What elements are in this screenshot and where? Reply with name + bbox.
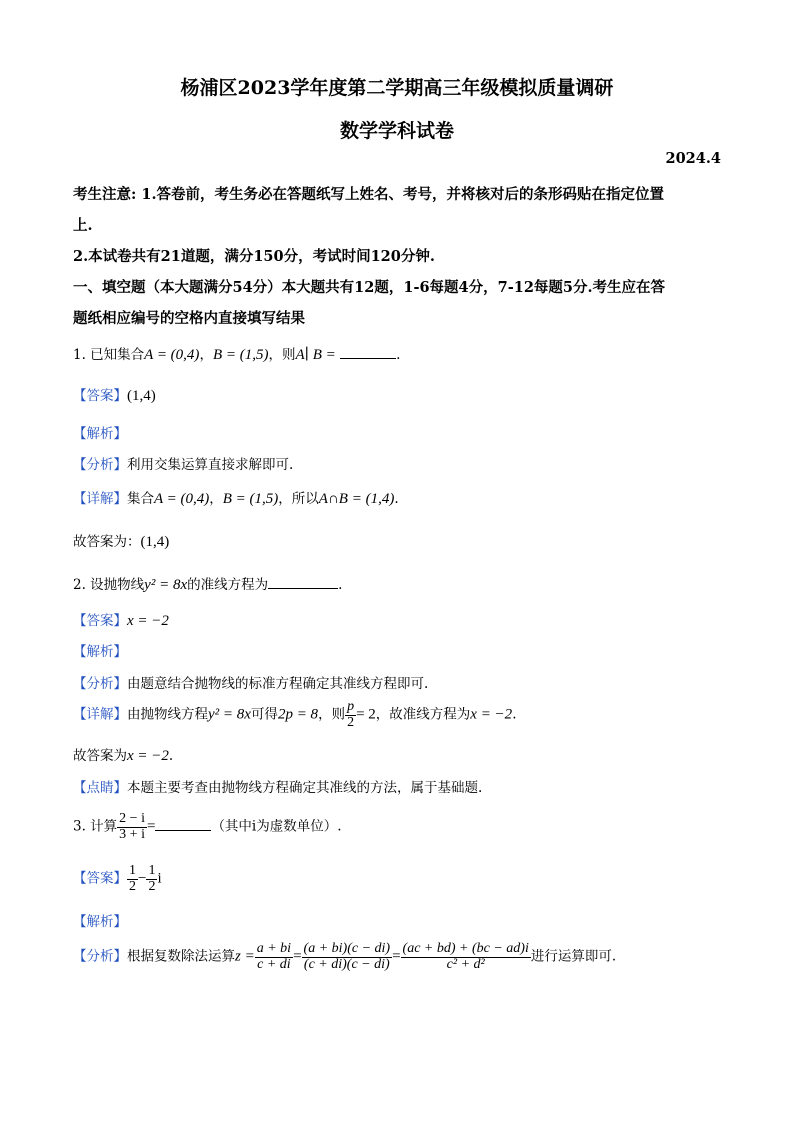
q2-end: . [338,577,343,593]
answer-label: 【答案】 [73,388,127,404]
q2-fraction [345,700,356,730]
q1-detail-result: A∩B = (1,4) [318,491,395,507]
q2-equation: y² = 8x [144,577,188,593]
q3-z-eq: z = [235,948,255,965]
q3-ans-i: i [157,870,162,887]
question-1 [73,343,400,364]
q3-suffix: （其中i为虚数单位）. [211,818,342,835]
question-2 [73,573,342,594]
q3-frac-den: 3 + i [119,826,145,842]
q1-analysis [73,453,293,473]
q3-frac-num: 2 − i [119,811,145,826]
q3-ans-frac-b [146,864,157,894]
q2-analysis-text: 由题意结合抛物线的标准方程确定其准线方程即可. [127,676,429,692]
page-subtitle: 数学学科试卷 [339,120,454,142]
q1-comma: ， [199,347,213,363]
q2-solution-label [73,640,127,660]
q1-answer-value: (1,4) [127,388,156,404]
section-header-line-2: 题纸相应编号的空格内直接填写结果 [73,310,305,327]
exam-date: 2024.4 [665,150,721,167]
q2-answer [73,609,169,630]
q2-detail-then: ，则 [318,706,346,723]
notice-line-1-cont: 上. [73,217,93,234]
q2-answer-value: x = −2 [127,613,169,629]
q2-final-end: . [168,748,174,764]
q1-prefix: 1. 已知集合 [73,347,145,363]
q1-detail-a: A = (0,4) [154,491,210,507]
q3-prefix: 3. 计算 [73,818,118,835]
q2-prefix: 2. 设抛物线 [73,577,145,593]
q3-ans-frac-a [127,864,138,894]
q2-comment [73,776,482,796]
q2-frac-num: p [347,699,355,714]
q3-ans-a-den: 2 [129,878,136,894]
q3-f3-den: c² + d² [446,956,485,972]
q2-detail-get: 可得 [250,706,278,723]
q2-final-value: x = −2 [127,748,169,764]
q2-answer-blank[interactable] [268,576,338,589]
q2-frac-den: 2 [347,714,355,730]
q3-f1-den: c + di [257,956,291,972]
q2-analysis [73,672,428,692]
analysis-label: 【分析】 [73,676,127,692]
q3-analysis: 【分析】根据复数除法运算z = $\frac{a + bi}{c + di}$ = $\frac{(a + bi)(c - di)}{(c + di)(c - di)}$ = $\frac{(ac + bd) + (bc - ad)i}{\text{c² + d²}}$ 进行运算即可. [73,941,617,972]
q1-detail-b: B = (1,5) [222,491,279,507]
q3-analysis-post: 进行运算即可. [530,948,617,965]
q2-frac-eq: = 2 [356,706,376,723]
q1-final [73,530,169,551]
q1-detail-comma: ， [209,491,223,507]
analysis-label: 【分析】 [73,948,127,965]
q1-final-value: (1,4) [140,534,170,550]
q1-analysis-text: 利用交集运算直接求解即可. [127,457,294,473]
notice-line-1: 考生注意: 1.答卷前，考生务必在答题纸写上姓名、考号，并将核对后的条形码贴在指定位置 [73,186,665,203]
q3-f1-num: a + bi [256,941,292,956]
q2-ask: 的准线方程为 [187,577,269,593]
q1-detail-end: . [394,491,399,507]
q2-detail-end: . [512,706,517,723]
q1-set-a: A = (0,4) [144,347,200,363]
q1-ask: ，则 [268,347,296,363]
q1-detail-so: ，所以 [278,491,319,507]
q1-answer-blank[interactable] [340,346,396,359]
q3-ans-b-num: 1 [148,863,156,878]
q1-set-b: B = (1,5) [212,347,269,363]
solution-label: 【解析】 [73,644,127,660]
q2-comment-text: 本题主要考查由抛物线方程确定其准线的方法，属于基础题. [127,780,483,796]
q3-ans-a-num: 1 [129,863,136,878]
q1-final-pre: 故答案为： [73,534,141,550]
q2-detail-result: x = −2 [470,706,513,723]
q2-detail-2p: 2p = 8 [277,706,319,723]
detail-label: 【详解】 [73,706,127,723]
q3-frac-2 [302,942,393,972]
q2-final [73,744,173,765]
page-title: 杨浦区2023学年度第二学期高三年级模拟质量调研 [180,77,614,99]
q2-detail-so: ，故准线方程为 [375,706,471,723]
q1-end: . [396,347,401,363]
q2-detail [73,700,516,730]
q1-expr: A∣ B = [295,347,336,363]
q3-f3-num: (ac + bd) + (bc − ad)i [402,941,529,956]
solution-label: 【解析】 [73,426,127,442]
detail-label: 【详解】 [73,491,127,507]
q2-detail-eq: y² = 8x [208,706,251,723]
answer-label: 【答案】 [73,870,127,887]
q3-f2-num: (a + bi)(c − di) [303,941,391,956]
section-header-line-1: 一、填空题（本大题满分54分）本大题共有12题，1-6每题4分，7-12每题5分.考生应在答 [73,279,666,296]
q1-detail [73,487,399,508]
analysis-label: 【分析】 [73,457,127,473]
solution-label: 【解析】 [73,914,127,930]
q3-fraction [117,812,147,842]
comment-label: 【点睛】 [73,780,127,796]
q3-answer [73,864,162,894]
q3-answer-blank[interactable] [155,818,211,831]
notice-line-2: 2.本试卷共有21道题，满分150分，考试时间120分钟. [73,248,435,265]
q3-frac-3 [401,942,531,972]
q3-f2-den: (c + di)(c − di) [303,956,390,972]
answer-label: 【答案】 [73,613,127,629]
question-3 [73,812,342,842]
q3-frac-1 [255,942,293,972]
q2-detail-pre: 由抛物线方程 [127,706,208,723]
q1-detail-pre: 集合 [127,491,154,507]
q3-analysis-pre: 根据复数除法运算 [127,948,235,965]
q3-ans-minus: − [138,870,147,887]
q3-ans-b-den: 2 [148,878,156,894]
q1-answer [73,384,156,405]
q3-eq: = [146,818,156,835]
q3-solution-label [73,910,127,930]
q1-solution-label [73,422,127,442]
q2-final-pre: 故答案为 [73,748,127,764]
